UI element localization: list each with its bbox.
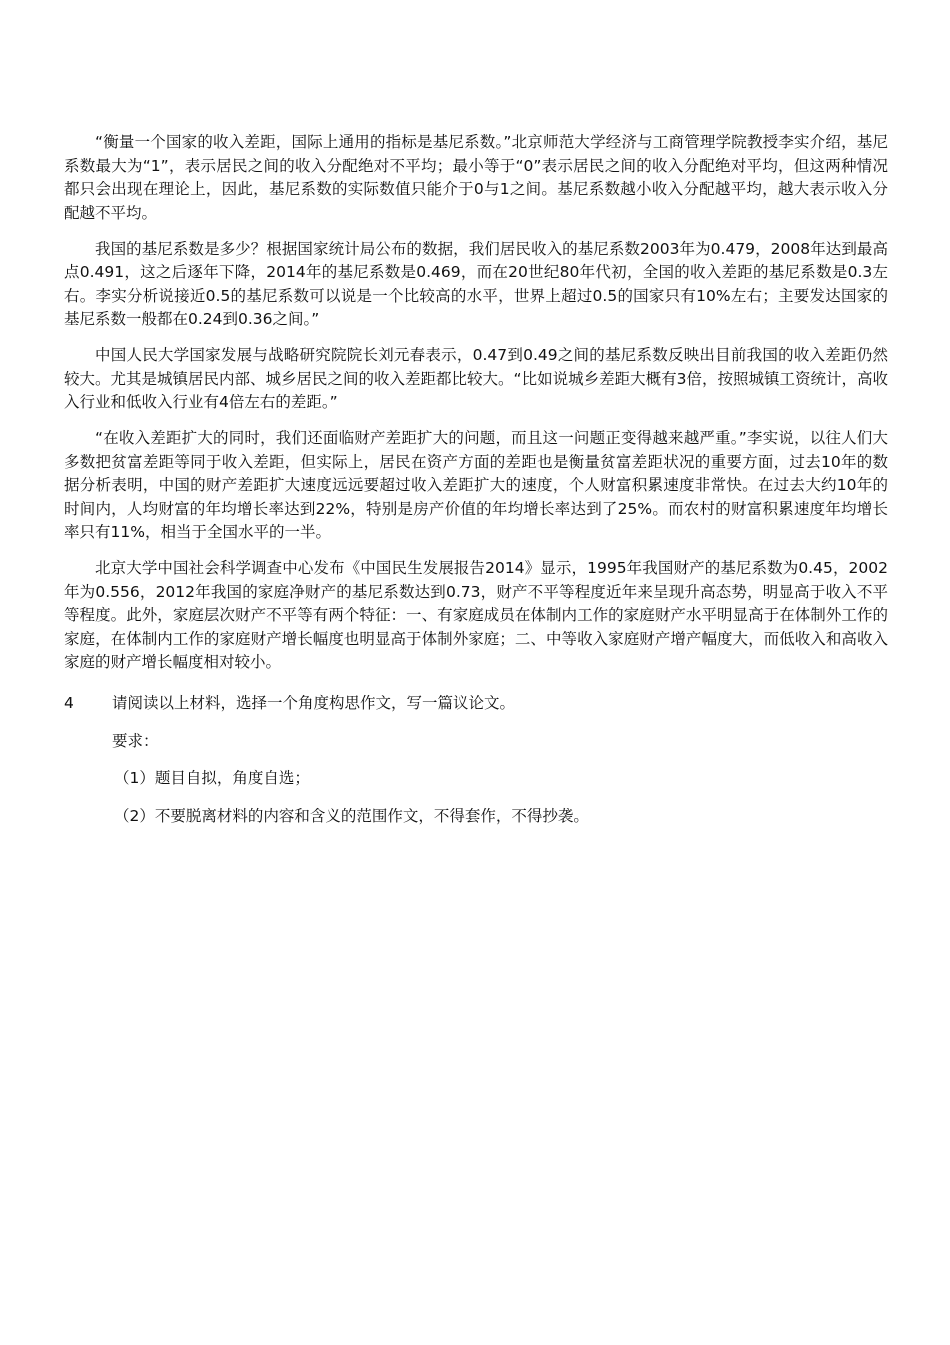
material-paragraph-5: 北京大学中国社会科学调查中心发布《中国民生发展报告2014》显示，1995年我国财产的基尼系数为0.45，2002年为0.556，2012年我国的家庭净财产的基尼系数达到0.73，财产不平等程度近年来呈现升高态势，明显高于收入不平等程度。此外，家庭层次财产不平等有两个特征：一、有家庭成员在体制内工作的家庭财产水平明显高于在体制外工作的家庭，在体制内工作的家庭财产增长幅度也明显高于体制外家庭；二、中等收入家庭财产增产幅度大，而低收入和高收入家庭的财产增长幅度相对较小。 xyxy=(64,559,888,671)
requirement-2: （2）不要脱离材料的内容和含义的范围作文，不得套作，不得抄袭。 xyxy=(114,806,589,825)
requirement-item xyxy=(64,805,888,829)
requirement-item xyxy=(64,767,888,791)
material-paragraph-4: “在收入差距扩大的同时，我们还面临财产差距扩大的问题，而且这一问题正变得越来越严重。”李实说，以往人们大多数把贫富差距等同于收入差距，但实际上，居民在资产方面的差距也是衡量贫富差距状况的重要方面，过去10年的数据分析表明，中国的财产差距扩大速度远远要超过收入差距扩大的速度，个人财富积累速度非常快。在过去大约10年的时间内，人均财富的年均增长率达到22%，特别是房产价值的年均增长率达到了25%。而农村的财富积累速度年均增长率只有11%，相当于全国水平的一半。 xyxy=(64,429,888,541)
material-paragraph-1: “衡量一个国家的收入差距，国际上通用的指标是基尼系数。”北京师范大学经济与工商管理学院教授李实介绍，基尼系数最大为“1”，表示居民之间的收入分配绝对不平均；最小等于“0”表示居民之间的收入分配绝对平均，但这两种情况都只会出现在理论上，因此，基尼系数的实际数值只能介于0与1之间。基尼系数越小收入分配越平均，越大表示收入分配越不平均。 xyxy=(64,133,888,222)
material-paragraph-2: 我国的基尼系数是多少？根据国家统计局公布的数据，我们居民收入的基尼系数2003年为0.479，2008年达到最高点0.491，这之后逐年下降，2014年的基尼系数是0.469，而在20世纪80年代初，全国的收入差距的基尼系数是0.3左右。李实分析说接近0.5的基尼系数可以说是一个比较高的水平，世界上超过0.5的国家只有10%左右；主要发达国家的基尼系数一般都在0.24到0.36之间。” xyxy=(64,239,888,328)
material-paragraph-3: 中国人民大学国家发展与战略研究院院长刘元春表示，0.47到0.49之间的基尼系数反映出目前我国的收入差距仍然较大。尤其是城镇居民内部、城乡居民之间的收入差距都比较大。“比如说城乡差距大概有3倍，按照城镇工资统计，高收入行业和低收入行业有4倍左右的差距。” xyxy=(64,346,888,411)
requirements-label: 要求： xyxy=(112,731,159,750)
requirement-1: （1）题目自拟，角度自选； xyxy=(114,769,310,787)
question-number: 4 xyxy=(64,694,74,712)
question-prompt-row xyxy=(64,692,888,716)
question-prompt: 请阅读以上材料，选择一个角度构思作文，写一篇议论文。 xyxy=(112,694,516,712)
reading-material xyxy=(64,131,888,687)
requirements-label-row xyxy=(64,730,888,754)
essay-question xyxy=(64,692,888,842)
